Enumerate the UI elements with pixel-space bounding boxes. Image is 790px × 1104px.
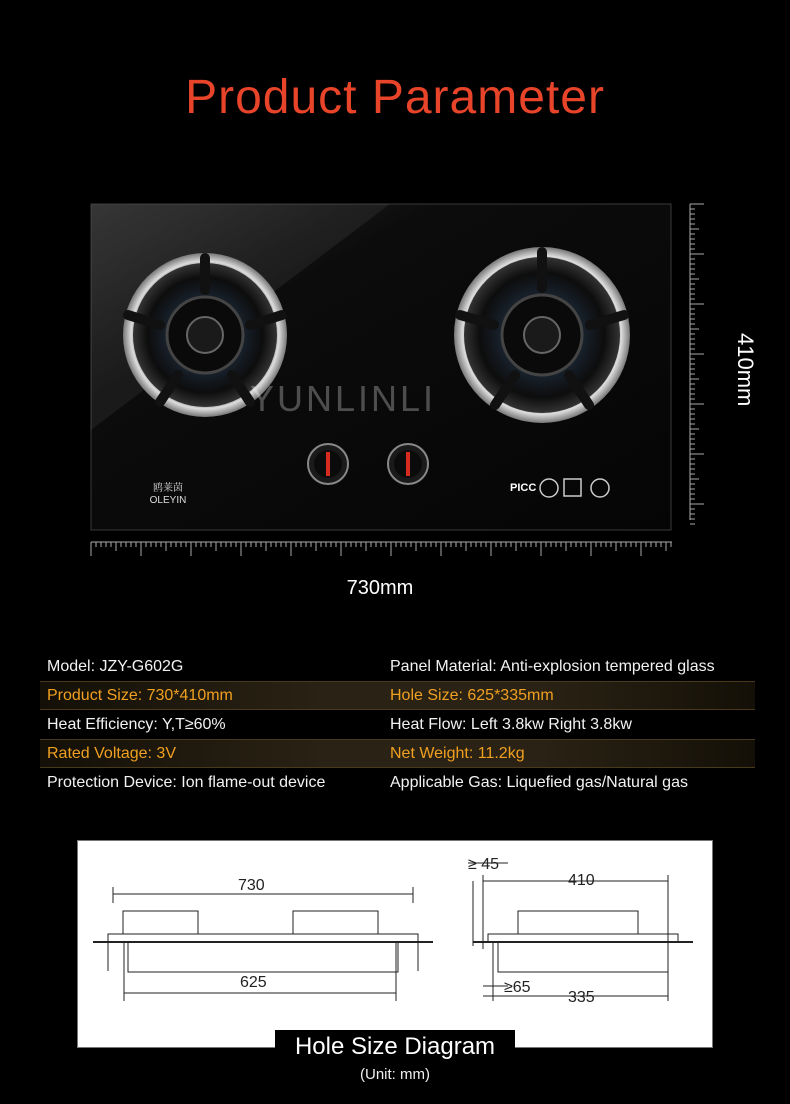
spec-left: Rated Voltage: 3V	[47, 744, 176, 762]
spec-right: Applicable Gas: Liquefied gas/Natural gas	[390, 773, 688, 791]
spec-row	[40, 710, 755, 739]
height-dimension: 410mm	[733, 333, 758, 407]
width-dimension: 730mm	[346, 577, 414, 599]
spec-right: Panel Material: Anti-explosion tempered glass	[390, 657, 715, 675]
front-width-label: 730	[238, 877, 265, 894]
spec-row	[40, 652, 755, 681]
right-knob	[388, 444, 428, 484]
diagram-title: Hole Size Diagram	[294, 1033, 496, 1060]
side-min-label: ≥65	[504, 979, 531, 996]
spec-right: Net Weight: 11.2kg	[390, 744, 525, 762]
front-hole-label: 625	[240, 974, 267, 991]
spec-left: Product Size: 730*410mm	[47, 686, 233, 704]
spec-table	[40, 652, 755, 797]
side-width-label: 410	[568, 872, 595, 889]
spec-left: Protection Device: Ion flame-out device	[47, 773, 326, 791]
left-knob	[308, 444, 348, 484]
spec-row	[40, 768, 755, 797]
right-burner	[454, 247, 630, 423]
spec-row	[40, 681, 755, 710]
page-title: Product Parameter	[185, 71, 605, 124]
spec-left: Heat Efficiency: Y,T≥60%	[47, 715, 226, 733]
brand-logo: 鸥莱茵 OLEYIN	[149, 483, 187, 506]
cert-label: PICC	[510, 482, 537, 494]
side-hole-label: 335	[568, 989, 595, 1006]
diagram-unit: (Unit: mm)	[360, 1066, 430, 1083]
spec-row	[40, 739, 755, 768]
hole-size-diagram	[77, 840, 713, 1048]
spec-left: Model: JZY-G602G	[47, 657, 184, 675]
spec-right: Heat Flow: Left 3.8kw Right 3.8kw	[390, 715, 632, 733]
watermark: YUNLINLI	[250, 378, 437, 419]
spec-right: Hole Size: 625*335mm	[390, 686, 554, 704]
side-top-label: ≥ 45	[468, 856, 500, 873]
